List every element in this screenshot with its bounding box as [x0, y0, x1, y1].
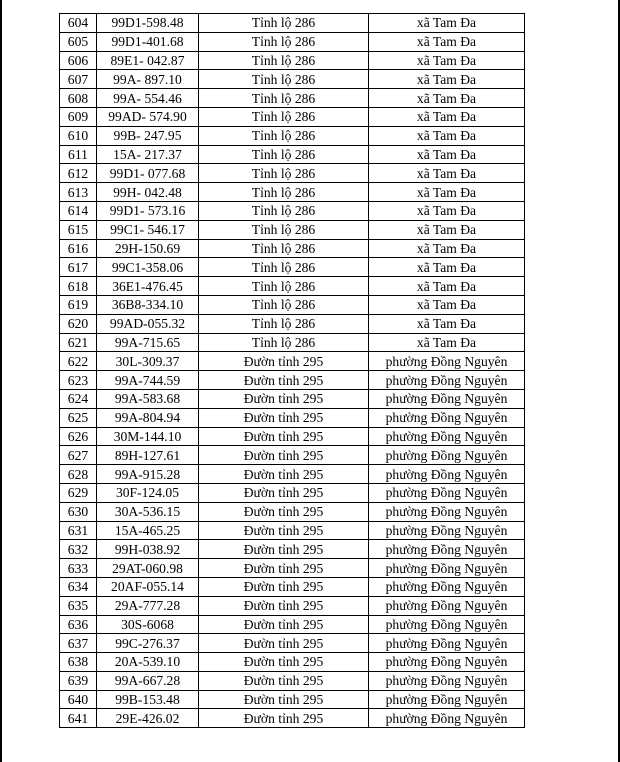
- license-plate-cell: 99A-804.94: [97, 408, 199, 427]
- license-plate-cell: 89E1- 042.87: [97, 51, 199, 70]
- table-row: [60, 14, 525, 33]
- row-number-cell: 641: [60, 709, 97, 728]
- road-cell: Tỉnh lộ 286: [199, 51, 369, 70]
- table-row: [60, 483, 525, 502]
- road-cell: Tỉnh lộ 286: [199, 14, 369, 33]
- table-row: [60, 239, 525, 258]
- table-row: [60, 408, 525, 427]
- road-cell: Tỉnh lộ 286: [199, 126, 369, 145]
- road-cell: Tỉnh lộ 286: [199, 164, 369, 183]
- row-number-cell: 609: [60, 107, 97, 126]
- table-row: [60, 32, 525, 51]
- table-row: [60, 295, 525, 314]
- row-number-cell: 618: [60, 277, 97, 296]
- row-number-cell: 605: [60, 32, 97, 51]
- location-cell: phường Đồng Nguyên: [369, 709, 525, 728]
- license-plate-cell: 99C-276.37: [97, 634, 199, 653]
- row-number-cell: 610: [60, 126, 97, 145]
- table-row: [60, 333, 525, 352]
- license-plate-cell: 30F-124.05: [97, 483, 199, 502]
- row-number-cell: 608: [60, 89, 97, 108]
- license-plate-cell: 99B- 247.95: [97, 126, 199, 145]
- license-plate-cell: 99A-744.59: [97, 371, 199, 390]
- location-cell: xã Tam Đa: [369, 145, 525, 164]
- license-plate-cell: 99A-715.65: [97, 333, 199, 352]
- row-number-cell: 627: [60, 446, 97, 465]
- location-cell: phường Đồng Nguyên: [369, 521, 525, 540]
- table-row: [60, 70, 525, 89]
- location-cell: xã Tam Đa: [369, 32, 525, 51]
- table-row: [60, 220, 525, 239]
- road-cell: Đườn tỉnh 295: [199, 389, 369, 408]
- location-cell: xã Tam Đa: [369, 183, 525, 202]
- road-cell: Tỉnh lộ 286: [199, 220, 369, 239]
- location-cell: phường Đồng Nguyên: [369, 671, 525, 690]
- row-number-cell: 622: [60, 352, 97, 371]
- row-number-cell: 637: [60, 634, 97, 653]
- license-plate-cell: 99D1-401.68: [97, 32, 199, 51]
- table-row: [60, 164, 525, 183]
- location-cell: xã Tam Đa: [369, 258, 525, 277]
- location-cell: phường Đồng Nguyên: [369, 634, 525, 653]
- road-cell: Đườn tỉnh 295: [199, 671, 369, 690]
- table-row: [60, 521, 525, 540]
- row-number-cell: 633: [60, 559, 97, 578]
- document-page: [2, 0, 618, 762]
- row-number-cell: 632: [60, 540, 97, 559]
- location-cell: xã Tam Đa: [369, 277, 525, 296]
- row-number-cell: 626: [60, 427, 97, 446]
- license-plate-cell: 36E1-476.45: [97, 277, 199, 296]
- license-plate-cell: 99AD- 574.90: [97, 107, 199, 126]
- row-number-cell: 625: [60, 408, 97, 427]
- license-plate-cell: 15A-465.25: [97, 521, 199, 540]
- row-number-cell: 616: [60, 239, 97, 258]
- row-number-cell: 630: [60, 502, 97, 521]
- location-cell: phường Đồng Nguyên: [369, 615, 525, 634]
- table-row: [60, 89, 525, 108]
- location-cell: xã Tam Đa: [369, 333, 525, 352]
- location-cell: xã Tam Đa: [369, 201, 525, 220]
- license-plate-cell: 20A-539.10: [97, 653, 199, 672]
- table-row: [60, 145, 525, 164]
- table-row: [60, 277, 525, 296]
- row-number-cell: 634: [60, 577, 97, 596]
- row-number-cell: 619: [60, 295, 97, 314]
- row-number-cell: 620: [60, 314, 97, 333]
- table-row: [60, 671, 525, 690]
- row-number-cell: 636: [60, 615, 97, 634]
- road-cell: Đườn tỉnh 295: [199, 483, 369, 502]
- road-cell: Đườn tỉnh 295: [199, 690, 369, 709]
- row-number-cell: 604: [60, 14, 97, 33]
- license-plate-cell: 30M-144.10: [97, 427, 199, 446]
- location-cell: phường Đồng Nguyên: [369, 446, 525, 465]
- row-number-cell: 631: [60, 521, 97, 540]
- road-cell: Tỉnh lộ 286: [199, 107, 369, 126]
- road-cell: Đườn tỉnh 295: [199, 709, 369, 728]
- location-cell: xã Tam Đa: [369, 107, 525, 126]
- table-row: [60, 258, 525, 277]
- row-number-cell: 607: [60, 70, 97, 89]
- location-cell: phường Đồng Nguyên: [369, 690, 525, 709]
- road-cell: Tỉnh lộ 286: [199, 333, 369, 352]
- table-row: [60, 371, 525, 390]
- table-row: [60, 51, 525, 70]
- location-cell: phường Đồng Nguyên: [369, 408, 525, 427]
- road-cell: Đườn tỉnh 295: [199, 559, 369, 578]
- license-plate-cell: 99D1-598.48: [97, 14, 199, 33]
- license-plate-cell: 29A-777.28: [97, 596, 199, 615]
- row-number-cell: 623: [60, 371, 97, 390]
- location-cell: phường Đồng Nguyên: [369, 465, 525, 484]
- table-row: [60, 201, 525, 220]
- license-plate-cell: 99C1- 546.17: [97, 220, 199, 239]
- table-row: [60, 615, 525, 634]
- table-row: [60, 709, 525, 728]
- road-cell: Tỉnh lộ 286: [199, 314, 369, 333]
- row-number-cell: 628: [60, 465, 97, 484]
- row-number-cell: 606: [60, 51, 97, 70]
- table-row: [60, 502, 525, 521]
- location-cell: xã Tam Đa: [369, 126, 525, 145]
- table-row: [60, 634, 525, 653]
- row-number-cell: 617: [60, 258, 97, 277]
- license-plate-cell: 99C1-358.06: [97, 258, 199, 277]
- location-cell: xã Tam Đa: [369, 314, 525, 333]
- road-cell: Đườn tỉnh 295: [199, 615, 369, 634]
- table-row: [60, 446, 525, 465]
- road-cell: Đườn tỉnh 295: [199, 502, 369, 521]
- table-row: [60, 107, 525, 126]
- license-plate-cell: 20AF-055.14: [97, 577, 199, 596]
- road-cell: Đườn tỉnh 295: [199, 577, 369, 596]
- location-cell: xã Tam Đa: [369, 14, 525, 33]
- violation-records-table: [59, 13, 525, 728]
- row-number-cell: 614: [60, 201, 97, 220]
- license-plate-cell: 30L-309.37: [97, 352, 199, 371]
- road-cell: Đườn tỉnh 295: [199, 596, 369, 615]
- location-cell: xã Tam Đa: [369, 295, 525, 314]
- table-row: [60, 653, 525, 672]
- license-plate-cell: 99A-915.28: [97, 465, 199, 484]
- table-row: [60, 183, 525, 202]
- road-cell: Tỉnh lộ 286: [199, 183, 369, 202]
- location-cell: phường Đồng Nguyên: [369, 427, 525, 446]
- table-row: [60, 465, 525, 484]
- license-plate-cell: 99D1- 573.16: [97, 201, 199, 220]
- table-row: [60, 559, 525, 578]
- table-row: [60, 389, 525, 408]
- road-cell: Đườn tỉnh 295: [199, 371, 369, 390]
- location-cell: phường Đồng Nguyên: [369, 483, 525, 502]
- location-cell: phường Đồng Nguyên: [369, 502, 525, 521]
- table-row: [60, 577, 525, 596]
- location-cell: xã Tam Đa: [369, 89, 525, 108]
- table-row: [60, 126, 525, 145]
- road-cell: Đườn tỉnh 295: [199, 427, 369, 446]
- road-cell: Tỉnh lộ 286: [199, 201, 369, 220]
- license-plate-cell: 15A- 217.37: [97, 145, 199, 164]
- location-cell: phường Đồng Nguyên: [369, 653, 525, 672]
- location-cell: phường Đồng Nguyên: [369, 559, 525, 578]
- license-plate-cell: 99H-038.92: [97, 540, 199, 559]
- location-cell: phường Đồng Nguyên: [369, 596, 525, 615]
- license-plate-cell: 99A- 554.46: [97, 89, 199, 108]
- row-number-cell: 612: [60, 164, 97, 183]
- road-cell: Đườn tỉnh 295: [199, 521, 369, 540]
- road-cell: Tỉnh lộ 286: [199, 258, 369, 277]
- license-plate-cell: 89H-127.61: [97, 446, 199, 465]
- road-cell: Đườn tỉnh 295: [199, 540, 369, 559]
- license-plate-cell: 36B8-334.10: [97, 295, 199, 314]
- road-cell: Đườn tỉnh 295: [199, 446, 369, 465]
- table-row: [60, 427, 525, 446]
- location-cell: xã Tam Đa: [369, 70, 525, 89]
- license-plate-cell: 99A-583.68: [97, 389, 199, 408]
- row-number-cell: 615: [60, 220, 97, 239]
- location-cell: phường Đồng Nguyên: [369, 540, 525, 559]
- road-cell: Đườn tỉnh 295: [199, 408, 369, 427]
- location-cell: phường Đồng Nguyên: [369, 389, 525, 408]
- row-number-cell: 621: [60, 333, 97, 352]
- location-cell: xã Tam Đa: [369, 239, 525, 258]
- row-number-cell: 624: [60, 389, 97, 408]
- license-plate-cell: 99B-153.48: [97, 690, 199, 709]
- table-row: [60, 596, 525, 615]
- road-cell: Tỉnh lộ 286: [199, 89, 369, 108]
- license-plate-cell: 29AT-060.98: [97, 559, 199, 578]
- license-plate-cell: 30S-6068: [97, 615, 199, 634]
- row-number-cell: 639: [60, 671, 97, 690]
- row-number-cell: 613: [60, 183, 97, 202]
- road-cell: Tỉnh lộ 286: [199, 277, 369, 296]
- license-plate-cell: 99A- 897.10: [97, 70, 199, 89]
- row-number-cell: 629: [60, 483, 97, 502]
- license-plate-cell: 29H-150.69: [97, 239, 199, 258]
- road-cell: Đườn tỉnh 295: [199, 653, 369, 672]
- table-row: [60, 314, 525, 333]
- road-cell: Tỉnh lộ 286: [199, 295, 369, 314]
- row-number-cell: 640: [60, 690, 97, 709]
- table-row: [60, 352, 525, 371]
- license-plate-cell: 99D1- 077.68: [97, 164, 199, 183]
- road-cell: Đườn tỉnh 295: [199, 465, 369, 484]
- road-cell: Đườn tỉnh 295: [199, 634, 369, 653]
- location-cell: phường Đồng Nguyên: [369, 371, 525, 390]
- license-plate-cell: 30A-536.15: [97, 502, 199, 521]
- location-cell: xã Tam Đa: [369, 51, 525, 70]
- location-cell: xã Tam Đa: [369, 220, 525, 239]
- table-row: [60, 690, 525, 709]
- road-cell: Tỉnh lộ 286: [199, 32, 369, 51]
- row-number-cell: 638: [60, 653, 97, 672]
- road-cell: Tỉnh lộ 286: [199, 239, 369, 258]
- location-cell: phường Đồng Nguyên: [369, 352, 525, 371]
- license-plate-cell: 99H- 042.48: [97, 183, 199, 202]
- table-row: [60, 540, 525, 559]
- license-plate-cell: 29E-426.02: [97, 709, 199, 728]
- location-cell: xã Tam Đa: [369, 164, 525, 183]
- license-plate-cell: 99AD-055.32: [97, 314, 199, 333]
- road-cell: Tỉnh lộ 286: [199, 145, 369, 164]
- road-cell: Tỉnh lộ 286: [199, 70, 369, 89]
- license-plate-cell: 99A-667.28: [97, 671, 199, 690]
- location-cell: phường Đồng Nguyên: [369, 577, 525, 596]
- records-table-body: [60, 14, 525, 728]
- row-number-cell: 635: [60, 596, 97, 615]
- row-number-cell: 611: [60, 145, 97, 164]
- road-cell: Đườn tỉnh 295: [199, 352, 369, 371]
